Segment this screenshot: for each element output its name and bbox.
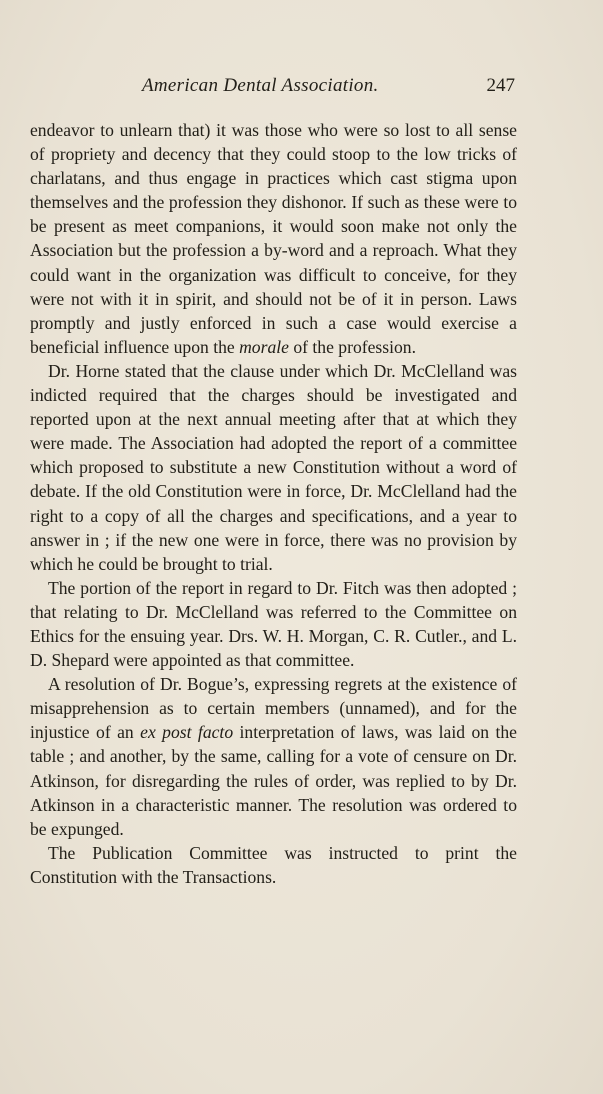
paragraph-continued xyxy=(30,118,517,359)
text-run: interpretation of laws, was laid on the table ; and another, by the same, calling for a vote of censure on Dr. Atkinson, for disregarding the rules of order, was replied to by Dr. Atkinson in a characteristic manner. The resolution was ordered to be expunged. xyxy=(30,722,517,839)
text-run: endeavor to unlearn that) it was those who were so lost to all sense of propriety and decency that they could stoop to the low tricks of charlatans, and thus engage in practices which cast stigma upon themselves and the profession they dishonor. If such as these were to be present as meet companions, it would soon make not only the Association but the profession a by-word and a reproach. What they could want in the organization was difficult to conceive, for they were not with it in spirit, and should not be of it in person. Laws promptly and justly enforced in such a case would exercise a beneficial influence upon the xyxy=(30,120,517,357)
paragraph xyxy=(30,672,517,841)
running-head xyxy=(30,75,515,101)
page-number: 247 xyxy=(486,75,515,96)
paragraph: Dr. Horne stated that the clause under which Dr. McClelland was indicted required that the charges should be investigated and reported upon at the next annual meeting after that at which they were made. The Association had adopted the report of a committee which proposed to substitute a new Constitution without a word of debate. If the old Constitution were in force, Dr. McClelland had the right to a copy of all the charges and specifications, and a year to answer in ; if the new one were in force, there was no provision by which he could be brought to trial. xyxy=(30,360,517,574)
paragraph: The portion of the report in regard to Dr. Fitch was then adopted ; that relating to Dr. McClelland was referred to the Committee on Ethics for the ensuing year. Drs. W. H. Morgan, C. R. Cutler., and L. D. Shepard were appointed as that committee. xyxy=(30,577,517,671)
body-text xyxy=(30,118,517,889)
paragraph: The Publication Committee was instructed to print the Constitution with the Transactions. xyxy=(30,842,517,887)
text-run: of the profession. xyxy=(288,336,416,357)
italic-term: ex post facto xyxy=(140,722,234,743)
italic-term: morale xyxy=(239,336,289,357)
text-run: A resolution of Dr. Bogue’s, expressing regrets at the existence of misapprehension as to certain members (unnamed), and for the injustice of an xyxy=(30,674,517,743)
running-title: American Dental Association. xyxy=(142,75,379,96)
